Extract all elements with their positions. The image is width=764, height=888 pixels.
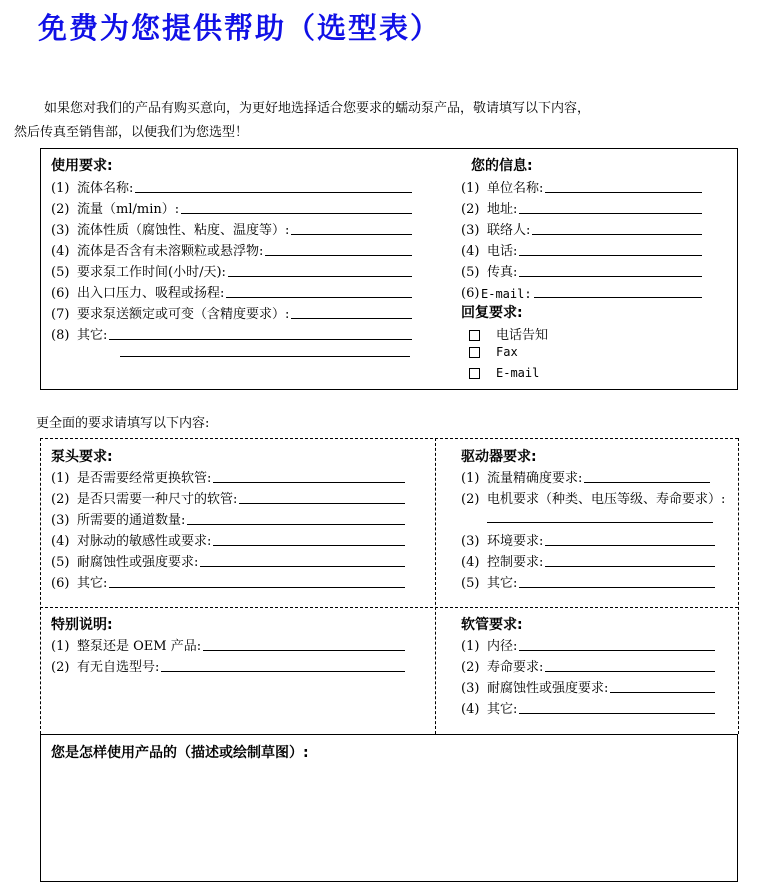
answer-line[interactable] [291,233,412,235]
item-label: 出入口压力、吸程或扬程: [77,286,225,301]
item-number: (1) [461,181,480,196]
item-label: 环境要求: [487,534,544,549]
answer-line[interactable] [545,670,715,672]
reply-option-label: E-mail [496,366,540,380]
reply-option-phone[interactable] [469,324,548,343]
answer-line[interactable] [265,254,412,256]
answer-line[interactable] [519,254,702,256]
item-label: 有无自选型号: [77,660,160,675]
item-label: 流体性质（腐蚀性、粘度、温度等）: [77,223,290,238]
usage-item-4[interactable] [51,239,412,259]
answer-line[interactable] [519,649,715,651]
answer-line[interactable] [519,712,715,714]
item-number: (2) [461,660,480,675]
item-number: (4) [51,244,70,259]
item-number: (4) [51,534,70,549]
drive-item-2 [461,487,731,507]
pump-head-item-6[interactable] [51,571,405,591]
drive-item-3[interactable] [461,529,715,549]
item-label: 其它: [77,576,108,591]
item-label: 内径: [487,639,518,654]
answer-line[interactable] [519,275,702,277]
reply-option-label: Fax [496,345,518,359]
info-item-3[interactable] [461,218,702,238]
answer-line[interactable] [187,523,405,525]
item-number: (5) [461,265,480,280]
item-number: (8) [51,328,70,343]
intro-line-2: 然后传真至销售部，以便我们为您选型！ [14,125,249,140]
item-label: 是否只需要一种尺寸的软管: [77,492,238,507]
answer-line[interactable] [226,296,412,298]
answer-line[interactable] [291,317,412,319]
checkbox[interactable] [469,347,480,358]
drive-item-4[interactable] [461,550,715,570]
answer-line[interactable] [584,481,710,483]
answer-line[interactable] [181,212,412,214]
item-label: 是否需要经常更换软管: [77,471,212,486]
pump-head-item-1[interactable] [51,466,405,486]
item-number: (3) [461,534,480,549]
pump-head-item-2[interactable] [51,487,405,507]
answer-line[interactable] [203,649,405,651]
item-number: (3) [51,513,70,528]
checkbox[interactable] [469,368,480,379]
item-number: (6) [51,286,70,301]
answer-line[interactable] [545,565,715,567]
usage-item-5[interactable] [51,260,412,280]
info-item-1[interactable] [461,176,702,196]
item-number: (7) [51,307,70,322]
answer-line[interactable] [239,502,405,504]
item-number: (3) [461,223,480,238]
item-number: (1) [51,639,70,654]
usage-item-1[interactable] [51,176,412,196]
item-label: 其它: [77,328,108,343]
item-number: (6) [461,286,480,301]
item-label: 电机要求（种类、电压等级、寿命要求）: [487,492,726,507]
item-label: 传真: [487,265,518,280]
item-label: 电话: [487,244,518,259]
item-label: 耐腐蚀性或强度要求: [77,555,199,570]
item-number: (2) [51,492,70,507]
more-requirements-title: 更全面的要求请填写以下内容: [36,416,210,431]
usage-heading: 使用要求: [51,158,113,174]
item-number: (2) [51,660,70,675]
tubing-item-4[interactable] [461,697,715,717]
usage-item-2[interactable] [51,197,412,217]
item-label: 其它: [487,576,518,591]
dashed-border-right [738,438,739,734]
item-label: 所需要的通道数量: [77,513,186,528]
item-label: 整泵还是 OEM 产品: [77,639,202,654]
dashed-divider-middle [40,607,738,608]
item-label: 流体名称: [77,181,134,196]
reply-option-label: 电话告知 [496,328,549,343]
answer-line[interactable] [610,691,715,693]
info-item-4[interactable] [461,239,702,259]
item-label: 单位名称: [487,181,544,196]
checkbox[interactable] [469,330,480,341]
item-number: (2) [51,202,70,217]
special-item-2[interactable] [51,655,405,675]
tubing-item-2[interactable] [461,655,715,675]
answer-line[interactable] [519,586,715,588]
answer-line[interactable] [532,233,702,235]
item-label: 地址: [487,202,518,217]
pump-head-item-3[interactable] [51,508,405,528]
answer-line[interactable] [109,586,405,588]
answer-line[interactable] [519,212,702,214]
pump-head-item-4[interactable] [51,529,405,549]
item-number: (1) [461,471,480,486]
item-number: (5) [51,555,70,570]
item-label: 对脉动的敏感性或要求: [77,534,212,549]
item-label: 联络人: [487,223,531,238]
reply-heading: 回复要求: [461,305,523,321]
tubing-item-1[interactable] [461,634,715,654]
item-number: (3) [51,223,70,238]
tubing-heading: 软管要求: [461,617,523,633]
dashed-border-left [40,438,41,734]
item-label: 要求泵送额定或可变（含精度要求）: [77,307,290,322]
usage-extra-line[interactable] [120,355,410,357]
special-item-1[interactable] [51,634,405,654]
usage-item-8[interactable] [51,323,412,343]
reply-option-fax[interactable] [469,345,518,360]
page-title: 免费为您提供帮助（选型表） [38,11,442,45]
info-item-2[interactable] [461,197,702,217]
item-label: 控制要求: [487,555,544,570]
dashed-divider-center [435,438,436,734]
usage-item-3[interactable] [51,218,412,238]
item-number: (1) [51,181,70,196]
pump-head-heading: 泵头要求: [51,449,113,465]
dashed-border-top [40,438,738,439]
answer-line[interactable] [545,191,702,193]
info-heading: 您的信息: [471,158,533,174]
item-number: (4) [461,702,480,717]
answer-line[interactable] [135,191,412,193]
drive-item-5[interactable] [461,571,715,591]
item-number: (2) [461,492,480,507]
answer-line[interactable] [213,481,405,483]
pump-head-item-5[interactable] [51,550,405,570]
item-number: (4) [461,244,480,259]
tubing-item-3[interactable] [461,676,715,696]
usage-item-7[interactable] [51,302,412,322]
answer-line[interactable] [213,544,405,546]
item-label: 耐腐蚀性或强度要求: [487,681,609,696]
item-number: (2) [461,202,480,217]
item-label: 流量（ml/min）: [77,202,180,217]
item-label: 流体是否含有未溶颗粒或悬浮物: [77,244,264,259]
item-number: (4) [461,555,480,570]
drive-item-2-answer-line[interactable] [487,521,713,523]
item-number: (1) [51,471,70,486]
usage-description-heading: 您是怎样使用产品的（描述或绘制草图）: [51,745,309,761]
intro-line-1: 如果您对我们的产品有购买意向，为更好地选择适合您要求的蠕动泵产品，敬请填写以下内容， [44,101,591,116]
drive-heading: 驱动器要求: [461,449,537,465]
info-item-5[interactable] [461,260,702,280]
item-number: (3) [461,681,480,696]
item-number: (6) [51,576,70,591]
item-label: E-mail: [481,287,532,301]
intro-text [14,97,754,145]
answer-line[interactable] [545,544,715,546]
item-number: (1) [461,639,480,654]
item-label: 寿命要求: [487,660,544,675]
item-label: 流量精确度要求: [487,471,583,486]
answer-line[interactable] [109,338,412,340]
usage-item-6[interactable] [51,281,412,301]
answer-line[interactable] [228,275,412,277]
item-number: (5) [461,576,480,591]
item-label: 要求泵工作时间(小时/天): [77,265,226,280]
answer-line[interactable] [534,296,702,298]
drive-item-1[interactable] [461,466,710,486]
answer-line[interactable] [200,565,405,567]
item-number: (5) [51,265,70,280]
reply-option-email[interactable] [469,366,539,381]
info-item-6[interactable] [461,281,702,301]
item-label: 其它: [487,702,518,717]
special-heading: 特别说明: [51,617,113,633]
answer-line[interactable] [161,670,405,672]
